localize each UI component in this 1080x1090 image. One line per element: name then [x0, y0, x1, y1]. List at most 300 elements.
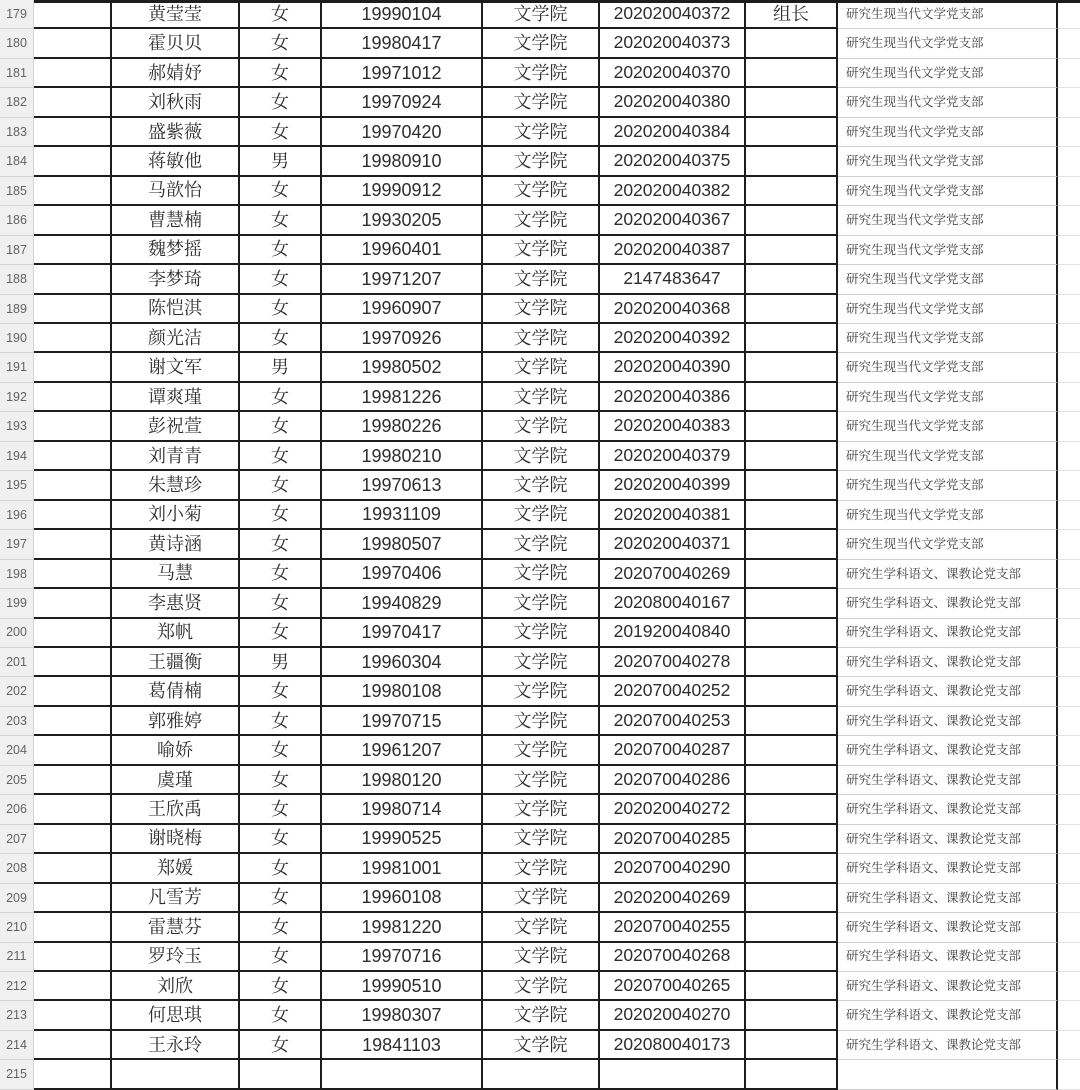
cell-college[interactable]: 文学院: [483, 1031, 600, 1060]
cell-student-id[interactable]: 202020040269: [600, 884, 746, 913]
cell-role[interactable]: 组长: [746, 0, 838, 29]
cell-party-branch[interactable]: 研究生学科语文、课教论党支部: [838, 884, 1058, 913]
cell-college[interactable]: 文学院: [483, 707, 600, 736]
cell-empty[interactable]: [34, 972, 112, 1001]
cell-birthdate[interactable]: 19970420: [322, 118, 483, 147]
cell-empty[interactable]: [34, 236, 112, 265]
cell-gender[interactable]: 女: [240, 29, 322, 58]
row-number[interactable]: 204: [0, 736, 34, 765]
row-number[interactable]: 186: [0, 206, 34, 235]
row-number[interactable]: 194: [0, 442, 34, 471]
cell-empty[interactable]: [34, 736, 112, 765]
cell-party-branch[interactable]: 研究生现当代文学党支部: [838, 0, 1058, 29]
cell-name[interactable]: 虞瑾: [112, 766, 240, 795]
row-number[interactable]: 208: [0, 854, 34, 883]
cell-college[interactable]: 文学院: [483, 59, 600, 88]
cell-role[interactable]: [746, 736, 838, 765]
cell-college[interactable]: 文学院: [483, 383, 600, 412]
cell-student-id[interactable]: 202020040383: [600, 412, 746, 441]
cell-college[interactable]: 文学院: [483, 825, 600, 854]
cell-party-branch[interactable]: 研究生学科语文、课教论党支部: [838, 972, 1058, 1001]
row-number[interactable]: 200: [0, 619, 34, 648]
cell-student-id[interactable]: 202020040390: [600, 353, 746, 382]
cell-outside-grid[interactable]: [1058, 0, 1080, 29]
cell-college[interactable]: 文学院: [483, 854, 600, 883]
cell-empty[interactable]: [34, 648, 112, 677]
cell-party-branch[interactable]: 研究生学科语文、课教论党支部: [838, 913, 1058, 942]
cell-student-id[interactable]: 202020040386: [600, 383, 746, 412]
cell-student-id[interactable]: 202070040278: [600, 648, 746, 677]
row-number[interactable]: 209: [0, 884, 34, 913]
cell-empty[interactable]: [34, 147, 112, 176]
cell-college[interactable]: 文学院: [483, 766, 600, 795]
cell-college[interactable]: 文学院: [483, 736, 600, 765]
cell-party-branch[interactable]: [838, 1060, 1058, 1089]
cell-student-id[interactable]: 202070040253: [600, 707, 746, 736]
cell-gender[interactable]: [240, 1060, 322, 1089]
cell-name[interactable]: 陈恺淇: [112, 295, 240, 324]
cell-party-branch[interactable]: 研究生学科语文、课教论党支部: [838, 707, 1058, 736]
cell-student-id[interactable]: 202020040387: [600, 236, 746, 265]
cell-party-branch[interactable]: 研究生现当代文学党支部: [838, 412, 1058, 441]
cell-gender[interactable]: 女: [240, 206, 322, 235]
cell-name[interactable]: 颜光洁: [112, 324, 240, 353]
cell-outside-grid[interactable]: [1058, 412, 1080, 441]
cell-name[interactable]: 盛紫薇: [112, 118, 240, 147]
cell-party-branch[interactable]: 研究生学科语文、课教论党支部: [838, 1001, 1058, 1030]
cell-empty[interactable]: [34, 88, 112, 117]
cell-name[interactable]: 魏梦摇: [112, 236, 240, 265]
cell-birthdate[interactable]: 19980210: [322, 442, 483, 471]
cell-gender[interactable]: 男: [240, 147, 322, 176]
cell-outside-grid[interactable]: [1058, 707, 1080, 736]
cell-empty[interactable]: [34, 412, 112, 441]
cell-name[interactable]: [112, 1060, 240, 1089]
cell-name[interactable]: 朱慧珍: [112, 471, 240, 500]
cell-outside-grid[interactable]: [1058, 972, 1080, 1001]
row-number[interactable]: 183: [0, 118, 34, 147]
cell-role[interactable]: [746, 501, 838, 530]
cell-gender[interactable]: 女: [240, 795, 322, 824]
cell-role[interactable]: [746, 795, 838, 824]
cell-birthdate[interactable]: 19960907: [322, 295, 483, 324]
cell-outside-grid[interactable]: [1058, 471, 1080, 500]
cell-party-branch[interactable]: 研究生现当代文学党支部: [838, 88, 1058, 117]
cell-role[interactable]: [746, 383, 838, 412]
cell-name[interactable]: 谭爽瑾: [112, 383, 240, 412]
row-number[interactable]: 187: [0, 236, 34, 265]
cell-college[interactable]: 文学院: [483, 206, 600, 235]
cell-name[interactable]: 王欣禹: [112, 795, 240, 824]
cell-birthdate[interactable]: 19970716: [322, 943, 483, 972]
cell-empty[interactable]: [34, 265, 112, 294]
cell-outside-grid[interactable]: [1058, 736, 1080, 765]
row-number[interactable]: 206: [0, 795, 34, 824]
cell-gender[interactable]: 女: [240, 913, 322, 942]
cell-college[interactable]: 文学院: [483, 412, 600, 441]
cell-name[interactable]: 李梦琦: [112, 265, 240, 294]
cell-outside-grid[interactable]: [1058, 677, 1080, 706]
cell-role[interactable]: [746, 118, 838, 147]
cell-role[interactable]: [746, 206, 838, 235]
cell-gender[interactable]: 女: [240, 118, 322, 147]
cell-role[interactable]: [746, 943, 838, 972]
cell-name[interactable]: 彭祝萱: [112, 412, 240, 441]
cell-role[interactable]: [746, 412, 838, 441]
cell-empty[interactable]: [34, 795, 112, 824]
row-number[interactable]: 196: [0, 501, 34, 530]
row-number[interactable]: 205: [0, 766, 34, 795]
cell-name[interactable]: 郑帆: [112, 619, 240, 648]
row-number[interactable]: 182: [0, 88, 34, 117]
row-number[interactable]: 191: [0, 353, 34, 382]
cell-student-id[interactable]: 202020040382: [600, 177, 746, 206]
cell-role[interactable]: [746, 884, 838, 913]
cell-birthdate[interactable]: 19970926: [322, 324, 483, 353]
cell-college[interactable]: 文学院: [483, 1001, 600, 1030]
cell-empty[interactable]: [34, 1060, 112, 1089]
cell-party-branch[interactable]: 研究生现当代文学党支部: [838, 59, 1058, 88]
cell-student-id[interactable]: 202020040270: [600, 1001, 746, 1030]
cell-outside-grid[interactable]: [1058, 353, 1080, 382]
cell-party-branch[interactable]: 研究生现当代文学党支部: [838, 442, 1058, 471]
cell-gender[interactable]: 女: [240, 59, 322, 88]
cell-outside-grid[interactable]: [1058, 825, 1080, 854]
row-number[interactable]: 190: [0, 324, 34, 353]
cell-outside-grid[interactable]: [1058, 1001, 1080, 1030]
cell-name[interactable]: 蒋敏他: [112, 147, 240, 176]
cell-role[interactable]: [746, 88, 838, 117]
cell-birthdate[interactable]: 19841103: [322, 1031, 483, 1060]
cell-party-branch[interactable]: 研究生学科语文、课教论党支部: [838, 648, 1058, 677]
cell-college[interactable]: 文学院: [483, 471, 600, 500]
cell-outside-grid[interactable]: [1058, 236, 1080, 265]
cell-gender[interactable]: 女: [240, 530, 322, 559]
cell-role[interactable]: [746, 236, 838, 265]
cell-party-branch[interactable]: 研究生学科语文、课教论党支部: [838, 677, 1058, 706]
cell-student-id[interactable]: 202070040252: [600, 677, 746, 706]
cell-college[interactable]: 文学院: [483, 884, 600, 913]
cell-role[interactable]: [746, 29, 838, 58]
cell-empty[interactable]: [34, 530, 112, 559]
cell-gender[interactable]: 女: [240, 1031, 322, 1060]
row-number[interactable]: 207: [0, 825, 34, 854]
cell-birthdate[interactable]: 19931109: [322, 501, 483, 530]
cell-student-id[interactable]: 202020040399: [600, 471, 746, 500]
cell-role[interactable]: [746, 560, 838, 589]
cell-student-id[interactable]: 202070040287: [600, 736, 746, 765]
cell-outside-grid[interactable]: [1058, 29, 1080, 58]
cell-college[interactable]: 文学院: [483, 530, 600, 559]
cell-birthdate[interactable]: 19980307: [322, 1001, 483, 1030]
cell-birthdate[interactable]: 19961207: [322, 736, 483, 765]
cell-empty[interactable]: [34, 707, 112, 736]
cell-name[interactable]: 刘青青: [112, 442, 240, 471]
cell-birthdate[interactable]: 19980120: [322, 766, 483, 795]
cell-outside-grid[interactable]: [1058, 118, 1080, 147]
cell-empty[interactable]: [34, 29, 112, 58]
cell-outside-grid[interactable]: [1058, 501, 1080, 530]
cell-name[interactable]: 黄诗涵: [112, 530, 240, 559]
cell-outside-grid[interactable]: [1058, 766, 1080, 795]
cell-gender[interactable]: 女: [240, 88, 322, 117]
cell-party-branch[interactable]: 研究生现当代文学党支部: [838, 29, 1058, 58]
cell-birthdate[interactable]: 19971012: [322, 59, 483, 88]
cell-birthdate[interactable]: 19980502: [322, 353, 483, 382]
row-number[interactable]: 180: [0, 29, 34, 58]
cell-party-branch[interactable]: 研究生现当代文学党支部: [838, 530, 1058, 559]
cell-party-branch[interactable]: 研究生学科语文、课教论党支部: [838, 1031, 1058, 1060]
row-number[interactable]: 185: [0, 177, 34, 206]
row-number[interactable]: 198: [0, 560, 34, 589]
cell-gender[interactable]: 女: [240, 265, 322, 294]
cell-role[interactable]: [746, 648, 838, 677]
cell-gender[interactable]: 女: [240, 736, 322, 765]
cell-gender[interactable]: 女: [240, 471, 322, 500]
cell-gender[interactable]: 女: [240, 943, 322, 972]
row-number[interactable]: 214: [0, 1031, 34, 1060]
cell-empty[interactable]: [34, 589, 112, 618]
row-number[interactable]: 193: [0, 412, 34, 441]
cell-name[interactable]: 王永玲: [112, 1031, 240, 1060]
cell-role[interactable]: [746, 972, 838, 1001]
cell-name[interactable]: 罗玲玉: [112, 943, 240, 972]
cell-gender[interactable]: 男: [240, 648, 322, 677]
cell-name[interactable]: 郝婧妤: [112, 59, 240, 88]
cell-gender[interactable]: 女: [240, 236, 322, 265]
cell-birthdate[interactable]: 19981220: [322, 913, 483, 942]
cell-gender[interactable]: 女: [240, 177, 322, 206]
cell-student-id[interactable]: 202020040367: [600, 206, 746, 235]
cell-gender[interactable]: 女: [240, 295, 322, 324]
cell-outside-grid[interactable]: [1058, 560, 1080, 589]
cell-birthdate[interactable]: 19980714: [322, 795, 483, 824]
cell-gender[interactable]: 女: [240, 383, 322, 412]
cell-party-branch[interactable]: 研究生学科语文、课教论党支部: [838, 795, 1058, 824]
cell-name[interactable]: 谢文军: [112, 353, 240, 382]
cell-college[interactable]: 文学院: [483, 619, 600, 648]
cell-party-branch[interactable]: 研究生学科语文、课教论党支部: [838, 825, 1058, 854]
cell-student-id[interactable]: 202020040379: [600, 442, 746, 471]
cell-student-id[interactable]: 202070040269: [600, 560, 746, 589]
cell-empty[interactable]: [34, 471, 112, 500]
cell-birthdate[interactable]: 19970924: [322, 88, 483, 117]
cell-name[interactable]: 凡雪芳: [112, 884, 240, 913]
cell-outside-grid[interactable]: [1058, 59, 1080, 88]
cell-outside-grid[interactable]: [1058, 913, 1080, 942]
cell-student-id[interactable]: 202020040372: [600, 0, 746, 29]
cell-role[interactable]: [746, 677, 838, 706]
row-number[interactable]: 215: [0, 1060, 34, 1089]
cell-outside-grid[interactable]: [1058, 383, 1080, 412]
row-number[interactable]: 203: [0, 707, 34, 736]
cell-college[interactable]: 文学院: [483, 295, 600, 324]
cell-party-branch[interactable]: 研究生学科语文、课教论党支部: [838, 560, 1058, 589]
row-number[interactable]: 212: [0, 972, 34, 1001]
cell-birthdate[interactable]: 19990525: [322, 825, 483, 854]
cell-student-id[interactable]: 202080040173: [600, 1031, 746, 1060]
cell-name[interactable]: 郭雅婷: [112, 707, 240, 736]
cell-party-branch[interactable]: 研究生学科语文、课教论党支部: [838, 736, 1058, 765]
cell-student-id[interactable]: 202020040373: [600, 29, 746, 58]
cell-birthdate[interactable]: 19980108: [322, 677, 483, 706]
cell-student-id[interactable]: 202020040370: [600, 59, 746, 88]
row-number[interactable]: 202: [0, 677, 34, 706]
cell-gender[interactable]: 女: [240, 825, 322, 854]
cell-party-branch[interactable]: 研究生现当代文学党支部: [838, 177, 1058, 206]
cell-party-branch[interactable]: 研究生学科语文、课教论党支部: [838, 766, 1058, 795]
cell-empty[interactable]: [34, 501, 112, 530]
cell-empty[interactable]: [34, 177, 112, 206]
cell-student-id[interactable]: 202070040255: [600, 913, 746, 942]
cell-gender[interactable]: 女: [240, 619, 322, 648]
cell-name[interactable]: 郑媛: [112, 854, 240, 883]
cell-role[interactable]: [746, 1031, 838, 1060]
cell-student-id[interactable]: 202020040368: [600, 295, 746, 324]
cell-outside-grid[interactable]: [1058, 619, 1080, 648]
cell-gender[interactable]: 女: [240, 677, 322, 706]
cell-college[interactable]: 文学院: [483, 353, 600, 382]
cell-outside-grid[interactable]: [1058, 530, 1080, 559]
cell-college[interactable]: 文学院: [483, 0, 600, 29]
cell-college[interactable]: 文学院: [483, 648, 600, 677]
cell-role[interactable]: [746, 913, 838, 942]
cell-name[interactable]: 刘小菊: [112, 501, 240, 530]
cell-party-branch[interactable]: 研究生学科语文、课教论党支部: [838, 589, 1058, 618]
cell-empty[interactable]: [34, 677, 112, 706]
cell-birthdate[interactable]: 19981226: [322, 383, 483, 412]
cell-gender[interactable]: 女: [240, 412, 322, 441]
cell-birthdate[interactable]: 19960108: [322, 884, 483, 913]
cell-outside-grid[interactable]: [1058, 854, 1080, 883]
cell-name[interactable]: 刘秋雨: [112, 88, 240, 117]
cell-party-branch[interactable]: 研究生现当代文学党支部: [838, 471, 1058, 500]
cell-empty[interactable]: [34, 1031, 112, 1060]
row-number[interactable]: 188: [0, 265, 34, 294]
cell-party-branch[interactable]: 研究生现当代文学党支部: [838, 236, 1058, 265]
row-number[interactable]: 197: [0, 530, 34, 559]
cell-student-id[interactable]: 202020040272: [600, 795, 746, 824]
cell-name[interactable]: 曹慧楠: [112, 206, 240, 235]
cell-role[interactable]: [746, 766, 838, 795]
cell-empty[interactable]: [34, 1001, 112, 1030]
cell-birthdate[interactable]: 19970613: [322, 471, 483, 500]
cell-college[interactable]: 文学院: [483, 943, 600, 972]
cell-gender[interactable]: 女: [240, 0, 322, 29]
cell-empty[interactable]: [34, 118, 112, 147]
cell-birthdate[interactable]: 19990510: [322, 972, 483, 1001]
cell-outside-grid[interactable]: [1058, 884, 1080, 913]
cell-role[interactable]: [746, 854, 838, 883]
cell-birthdate[interactable]: 19990912: [322, 177, 483, 206]
cell-name[interactable]: 黄莹莹: [112, 0, 240, 29]
row-number[interactable]: 201: [0, 648, 34, 677]
cell-student-id[interactable]: 202070040285: [600, 825, 746, 854]
cell-role[interactable]: [746, 825, 838, 854]
cell-role[interactable]: [746, 1060, 838, 1089]
cell-birthdate[interactable]: 19971207: [322, 265, 483, 294]
cell-gender[interactable]: 女: [240, 766, 322, 795]
cell-outside-grid[interactable]: [1058, 324, 1080, 353]
cell-party-branch[interactable]: 研究生学科语文、课教论党支部: [838, 943, 1058, 972]
cell-name[interactable]: 王疆衡: [112, 648, 240, 677]
cell-college[interactable]: 文学院: [483, 589, 600, 618]
cell-college[interactable]: 文学院: [483, 88, 600, 117]
cell-college[interactable]: 文学院: [483, 501, 600, 530]
cell-role[interactable]: [746, 353, 838, 382]
cell-role[interactable]: [746, 471, 838, 500]
cell-empty[interactable]: [34, 206, 112, 235]
cell-college[interactable]: 文学院: [483, 265, 600, 294]
cell-empty[interactable]: [34, 619, 112, 648]
cell-name[interactable]: 马慧: [112, 560, 240, 589]
cell-outside-grid[interactable]: [1058, 648, 1080, 677]
row-number[interactable]: 184: [0, 147, 34, 176]
cell-party-branch[interactable]: 研究生学科语文、课教论党支部: [838, 854, 1058, 883]
cell-student-id[interactable]: 202070040286: [600, 766, 746, 795]
cell-college[interactable]: 文学院: [483, 118, 600, 147]
cell-outside-grid[interactable]: [1058, 442, 1080, 471]
cell-empty[interactable]: [34, 884, 112, 913]
cell-student-id[interactable]: 202020040371: [600, 530, 746, 559]
cell-empty[interactable]: [34, 353, 112, 382]
cell-gender[interactable]: 女: [240, 884, 322, 913]
cell-birthdate[interactable]: 19980910: [322, 147, 483, 176]
cell-student-id[interactable]: 202070040290: [600, 854, 746, 883]
cell-college[interactable]: 文学院: [483, 560, 600, 589]
cell-college[interactable]: 文学院: [483, 795, 600, 824]
cell-role[interactable]: [746, 324, 838, 353]
cell-role[interactable]: [746, 442, 838, 471]
row-number[interactable]: 199: [0, 589, 34, 618]
cell-party-branch[interactable]: 研究生现当代文学党支部: [838, 295, 1058, 324]
cell-role[interactable]: [746, 707, 838, 736]
cell-name[interactable]: 霍贝贝: [112, 29, 240, 58]
cell-gender[interactable]: 女: [240, 560, 322, 589]
cell-empty[interactable]: [34, 854, 112, 883]
cell-college[interactable]: 文学院: [483, 972, 600, 1001]
cell-outside-grid[interactable]: [1058, 177, 1080, 206]
cell-empty[interactable]: [34, 383, 112, 412]
cell-role[interactable]: [746, 59, 838, 88]
cell-outside-grid[interactable]: [1058, 589, 1080, 618]
cell-name[interactable]: 雷慧芬: [112, 913, 240, 942]
cell-gender[interactable]: 女: [240, 589, 322, 618]
cell-party-branch[interactable]: 研究生现当代文学党支部: [838, 383, 1058, 412]
cell-college[interactable]: 文学院: [483, 29, 600, 58]
cell-empty[interactable]: [34, 59, 112, 88]
cell-student-id[interactable]: 202070040265: [600, 972, 746, 1001]
cell-empty[interactable]: [34, 560, 112, 589]
cell-empty[interactable]: [34, 295, 112, 324]
cell-birthdate[interactable]: [322, 1060, 483, 1089]
cell-party-branch[interactable]: 研究生现当代文学党支部: [838, 118, 1058, 147]
cell-student-id[interactable]: 202020040392: [600, 324, 746, 353]
row-number[interactable]: 192: [0, 383, 34, 412]
cell-gender[interactable]: 女: [240, 972, 322, 1001]
cell-gender[interactable]: 女: [240, 501, 322, 530]
cell-student-id[interactable]: 201920040840: [600, 619, 746, 648]
cell-college[interactable]: [483, 1060, 600, 1089]
cell-birthdate[interactable]: 19970406: [322, 560, 483, 589]
cell-outside-grid[interactable]: [1058, 1060, 1080, 1089]
row-number[interactable]: 195: [0, 471, 34, 500]
cell-empty[interactable]: [34, 442, 112, 471]
cell-role[interactable]: [746, 177, 838, 206]
cell-outside-grid[interactable]: [1058, 1031, 1080, 1060]
cell-outside-grid[interactable]: [1058, 295, 1080, 324]
cell-party-branch[interactable]: 研究生学科语文、课教论党支部: [838, 619, 1058, 648]
